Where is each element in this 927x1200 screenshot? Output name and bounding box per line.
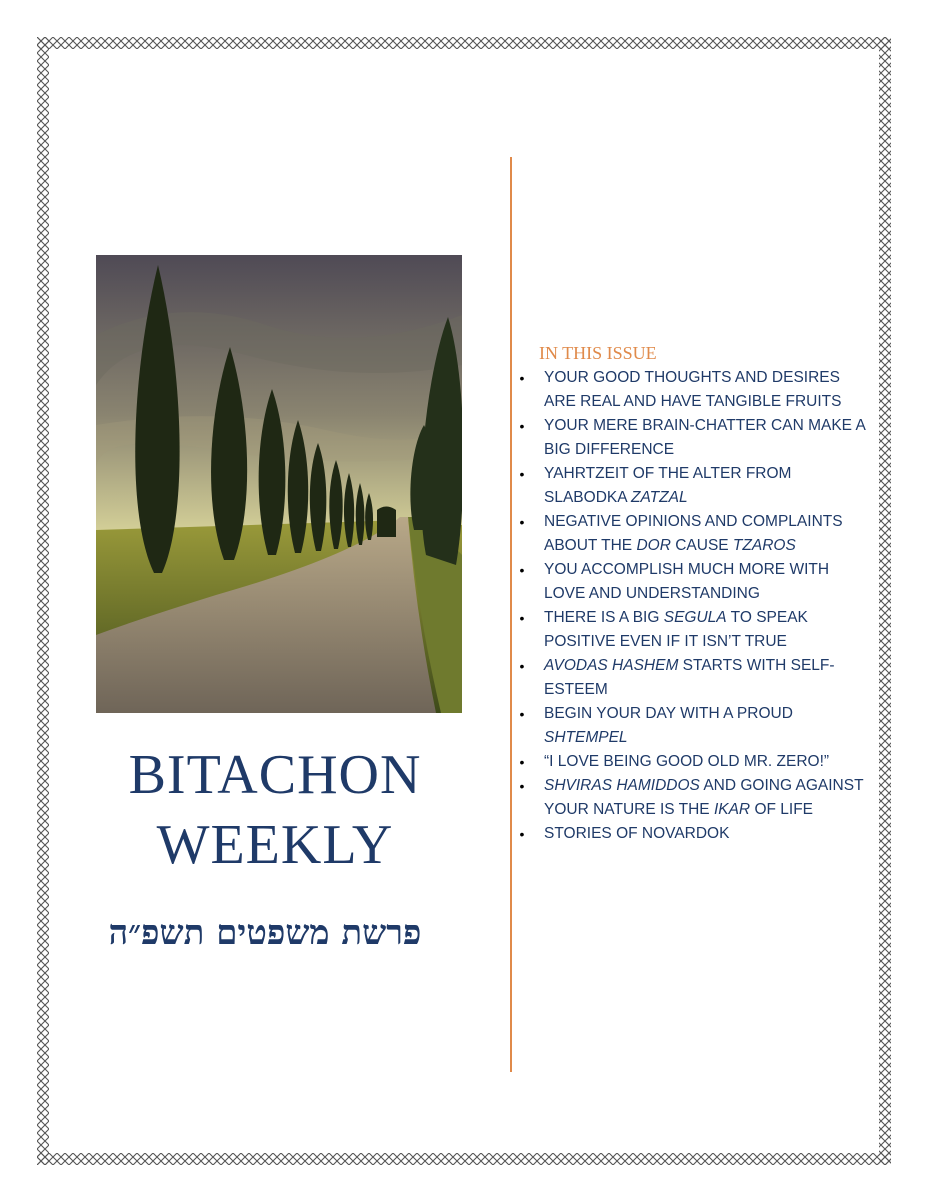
issue-item xyxy=(516,774,866,822)
issue-item-text: STARTS WITH SELF-ESTEEM xyxy=(544,657,835,698)
issue-list xyxy=(516,366,866,846)
issue-item xyxy=(516,462,866,510)
issue-item-text: YOUR GOOD THOUGHTS AND DESIRES ARE REAL AND HAVE TANGIBLE FRUITS xyxy=(544,369,842,410)
issue-item-text: AND GOING AGAINST YOUR NATURE IS THE xyxy=(544,777,864,818)
issue-item-text: IKAR xyxy=(713,801,751,818)
issue-item xyxy=(516,702,866,750)
bullet-icon: • xyxy=(519,418,525,434)
issue-item xyxy=(516,606,866,654)
issue-item-text: AVODAS HASHEM xyxy=(544,657,679,674)
bullet-icon: • xyxy=(519,370,525,386)
bullet-icon: • xyxy=(519,754,525,770)
title-line-1: BITACHON xyxy=(128,744,422,806)
bullet-icon: • xyxy=(519,706,525,722)
issue-item xyxy=(516,414,866,462)
issue-item-text: NEGATIVE OPINIONS AND COMPLAINTS ABOUT THE xyxy=(544,513,843,554)
issue-item-text: CAUSE xyxy=(670,537,733,554)
issue-item xyxy=(516,750,866,774)
issue-item-text: YAHRTZEIT OF THE ALTER FROM SLABODKA xyxy=(544,465,792,506)
issue-heading: IN THIS ISSUE xyxy=(539,343,657,363)
issue-item-text: STORIES OF NOVARDOK xyxy=(544,825,730,842)
bullet-icon: • xyxy=(519,466,525,482)
bullet-icon: • xyxy=(519,826,525,842)
issue-item-text: SHTEMPEL xyxy=(544,729,628,746)
bullet-icon: • xyxy=(519,562,525,578)
issue-item-text: DOR xyxy=(636,537,671,554)
bullet-icon: • xyxy=(519,610,525,626)
issue-item xyxy=(516,822,866,846)
issue-item-text: OF LIFE xyxy=(750,801,814,818)
issue-item-text: SEGULA xyxy=(663,609,727,626)
issue-item-text: BEGIN YOUR DAY WITH A PROUD xyxy=(544,705,793,722)
cypress-road-image xyxy=(96,255,462,713)
publication-title xyxy=(90,740,460,880)
issue-item-text: SHVIRAS HAMIDDOS xyxy=(544,777,700,794)
issue-item-text: YOU ACCOMPLISH MUCH MORE WITH LOVE AND UNDERSTANDING xyxy=(544,561,830,602)
title-line-2: WEEKLY xyxy=(156,814,394,876)
issue-item-text: YOUR MERE BRAIN-CHATTER CAN MAKE A BIG DIFFERENCE xyxy=(544,417,865,458)
issue-item xyxy=(516,654,866,702)
issue-item xyxy=(516,558,866,606)
issue-item-text: ZATZAL xyxy=(631,489,688,506)
parsha-line: פרשת משפטים תשפ״ה xyxy=(108,913,422,953)
bullet-icon: • xyxy=(519,778,525,794)
issue-item xyxy=(516,366,866,414)
bullet-icon: • xyxy=(519,514,525,530)
cover-photo xyxy=(96,255,462,713)
issue-item-text: “I LOVE BEING GOOD OLD MR. ZERO!” xyxy=(544,753,830,770)
issue-item-text: TZAROS xyxy=(732,537,796,554)
bullet-icon: • xyxy=(519,658,525,674)
issue-item xyxy=(516,510,866,558)
issue-item-text: THERE IS A BIG xyxy=(544,609,664,626)
issue-item-text: TO SPEAK POSITIVE EVEN IF IT ISN’T TRUE xyxy=(544,609,808,650)
column-divider xyxy=(510,157,512,1072)
